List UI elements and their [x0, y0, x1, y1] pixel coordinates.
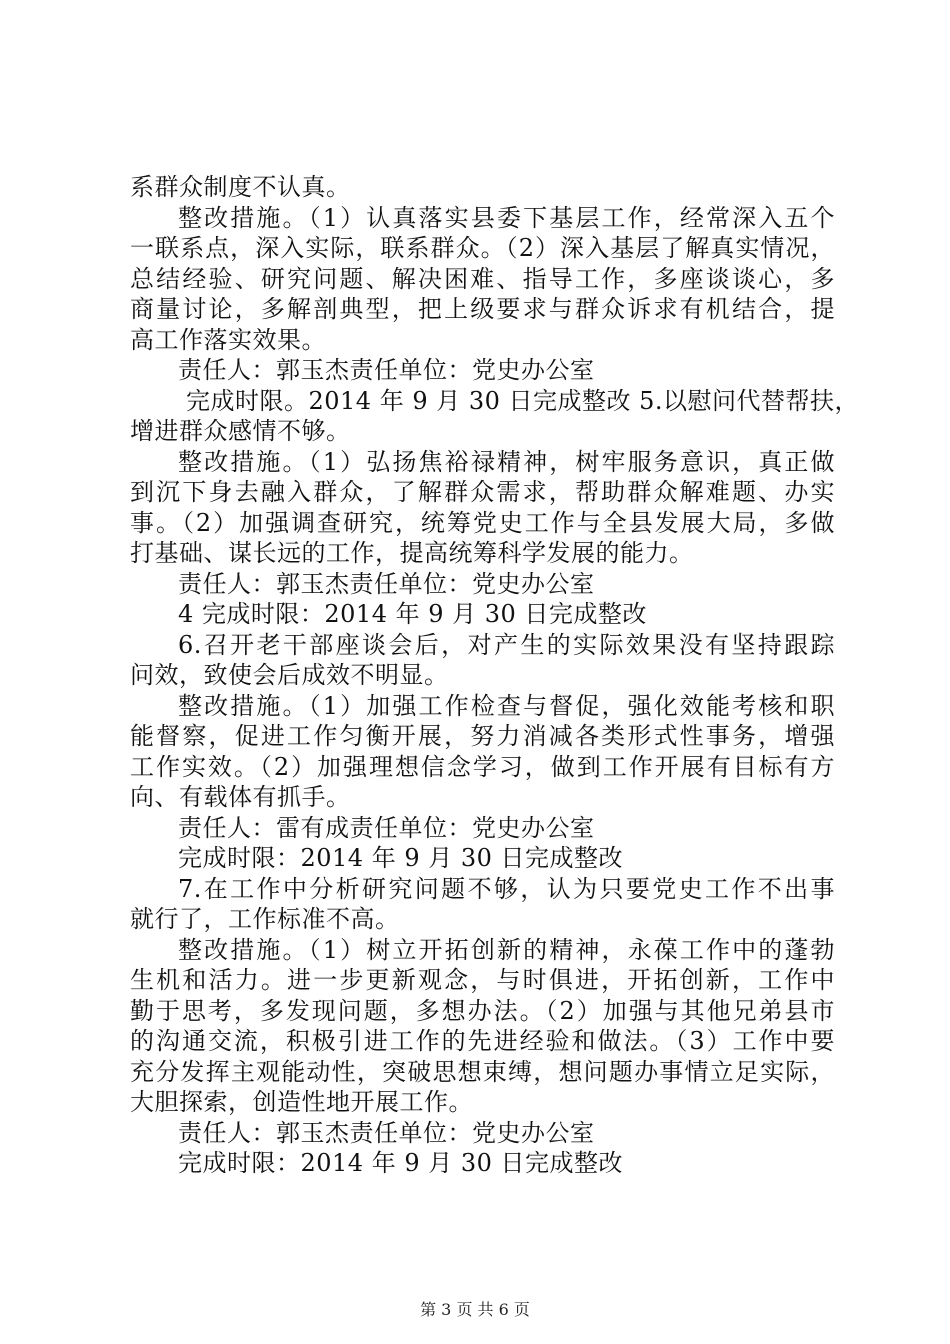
text-line: 向、有载体有抓手。 [130, 783, 351, 811]
text-line: 整改措施。（1）树立开拓创新的精神，永葆工作中的蓬勃 [178, 935, 835, 964]
text-line: 打基础、谋长远的工作，提高统筹科学发展的能力。 [130, 539, 694, 567]
page-footer: 第 3 页 共 6 页 [420, 1300, 530, 1319]
text-line: 能督察，促进工作匀衡开展，努力消减各类形式性事务，增强 [130, 722, 835, 750]
text-line: 责任人：郭玉杰责任单位：党史办公室 [178, 356, 595, 384]
text-line: 责任人：郭玉杰责任单位：党史办公室 [178, 569, 595, 598]
text-line: 的沟通交流，积极引进工作的先进经验和做法。（3）工作中要 [130, 1027, 835, 1055]
text-line: 生机和活力。进一步更新观念，与时俱进，开拓创新，工作中 [130, 966, 835, 994]
text-line: 整改措施。（1）加强工作检查与督促，强化效能考核和职 [178, 691, 835, 720]
text-line: 大胆探索，创造性地开展工作。 [130, 1088, 473, 1116]
text-line: 总结经验、研究问题、解决困难、指导工作，多座谈谈心，多 [130, 264, 835, 293]
text-line: 整改措施。（1）弘扬焦裕禄精神，树牢服务意识，真正做 [178, 447, 835, 476]
text-line: 增进群众感情不够。 [130, 417, 351, 445]
text-line: 工作实效。（2）加强理想信念学习，做到工作开展有目标有方 [130, 752, 835, 781]
text-line: 4 完成时限：2014 年 9 月 30 日完成整改 [178, 600, 647, 628]
text-line: 完成时限：2014 年 9 月 30 日完成整改 [178, 844, 624, 872]
text-line: 责任人：雷有成责任单位：党史办公室 [178, 813, 595, 842]
text-line: 事。（2）加强调查研究，统筹党史工作与全县发展大局，多做 [130, 508, 835, 537]
text-line: 责任人：郭玉杰责任单位：党史办公室 [178, 1118, 595, 1147]
text-line: 完成时限。2014 年 9 月 30 日完成整改 5.以慰问代替帮扶， [186, 386, 860, 415]
text-line: 系群众制度不认真。 [130, 173, 351, 201]
text-line: 整改措施。（1）认真落实县委下基层工作，经常深入五个 [178, 203, 835, 232]
text-line: 6.召开老干部座谈会后，对产生的实际效果没有坚持跟踪 [178, 630, 835, 659]
text-line: 商量讨论，多解剖典型，把上级要求与群众诉求有机结合，提 [130, 295, 835, 323]
text-line: 完成时限：2014 年 9 月 30 日完成整改 [178, 1149, 624, 1177]
text-line: 问效，致使会后成效不明显。 [130, 661, 449, 689]
text-line: 一联系点，深入实际，联系群众。（2）深入基层了解真实情况， [130, 234, 835, 262]
text-line: 高工作落实效果。 [130, 325, 326, 354]
text-line: 7.在工作中分析研究问题不够，认为只要党史工作不出事 [178, 874, 835, 903]
text-line: 就行了，工作标准不高。 [130, 905, 400, 933]
text-line: 充分发挥主观能动性，突破思想束缚，想问题办事情立足实际， [130, 1057, 835, 1086]
text-line: 到沉下身去融入群众，了解群众需求，帮助群众解难题、办实 [130, 478, 835, 506]
text-line: 勤于思考，多发现问题，多想办法。（2）加强与其他兄弟县市 [130, 996, 835, 1025]
document-body [130, 172, 860, 1179]
